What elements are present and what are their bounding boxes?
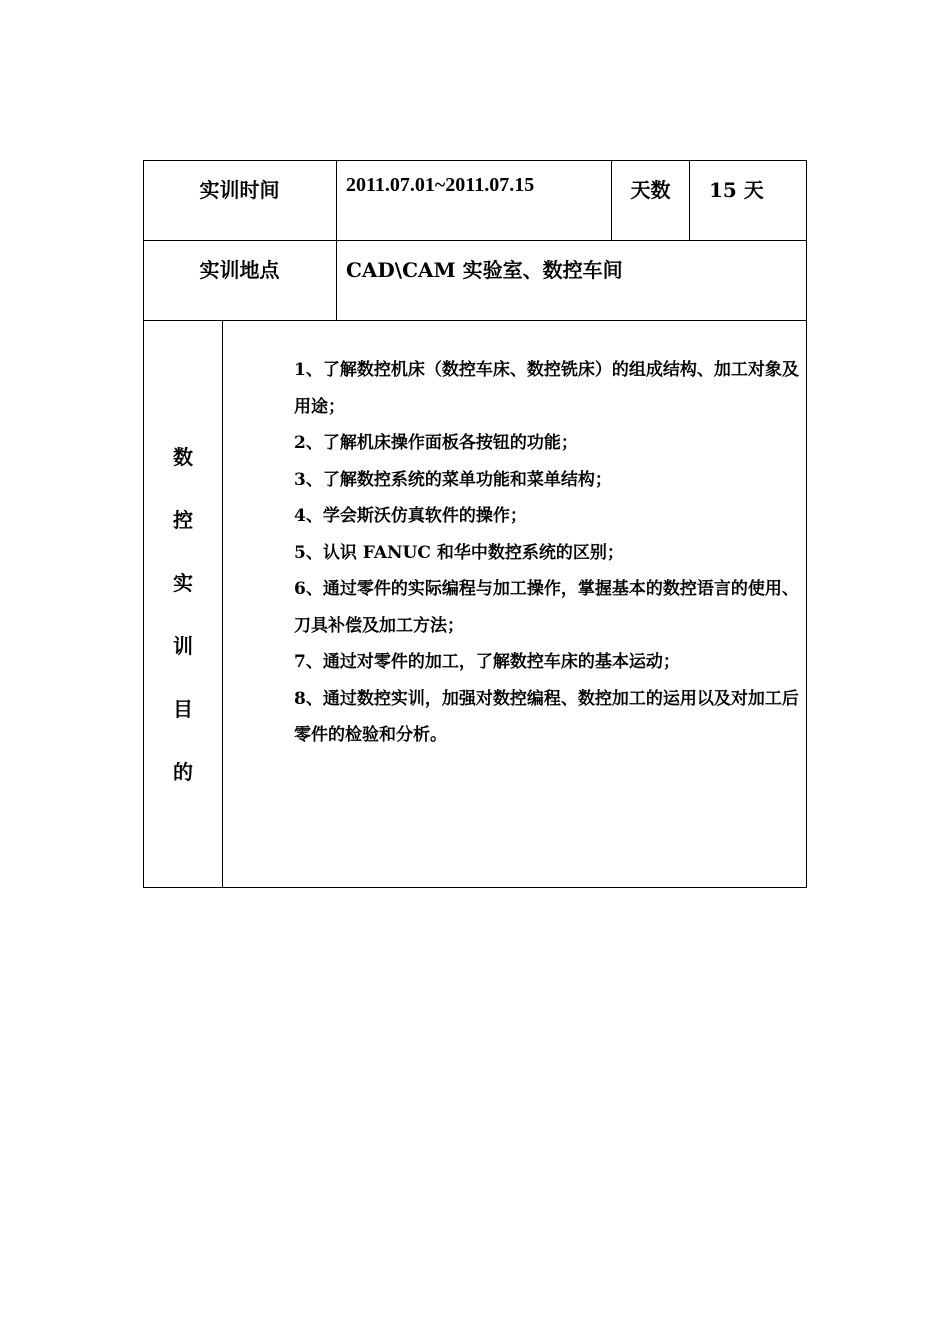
purpose-item: 8、通过数控实训，加强对数控编程、数控加工的运用以及对加工后零件的检验和分析。 [294, 688, 799, 745]
table-border-right [806, 160, 807, 888]
purpose-label [144, 321, 222, 887]
purpose-label-char: 目 [173, 697, 193, 721]
purpose-label-char: 实 [173, 571, 193, 595]
col-divider-days-value [689, 160, 690, 240]
location-value: CAD\CAM 实验室、数控车间 [346, 258, 623, 282]
purpose-item: 2、了解机床操作面板各按钮的功能； [294, 433, 578, 453]
time-value: 2011.07.01~2011.07.15 [346, 174, 535, 196]
col-divider-label [336, 160, 337, 320]
purpose-item: 4、学会斯沃仿真软件的操作； [294, 506, 527, 526]
purpose-item: 3、了解数控系统的菜单功能和菜单结构； [294, 469, 612, 490]
purpose-label-char: 的 [173, 760, 193, 784]
purpose-item: 1、了解数控机床（数控车床、数控铣床）的组成结构、加工对象及用途； [294, 360, 799, 417]
table-border-bottom [143, 887, 807, 888]
row-divider-2 [143, 320, 807, 321]
days-value: 15 天 [709, 178, 764, 202]
row-divider-1 [143, 240, 807, 241]
purpose-label-char: 训 [173, 634, 193, 658]
days-label: 天数 [630, 178, 671, 202]
table-border-top [143, 160, 807, 161]
purpose-item: 7、通过对零件的加工，了解数控车床的基本运动； [294, 652, 680, 672]
purpose-list [294, 352, 800, 754]
purpose-item: 6、通过零件的实际编程与加工操作，掌握基本的数控语言的使用、刀具补偿及加工方法； [294, 579, 799, 636]
location-label: 实训地点 [199, 258, 280, 282]
col-divider-purpose [222, 320, 223, 887]
purpose-label-char: 数 [173, 445, 193, 469]
purpose-item: 5、认识 FANUC 和华中数控系统的区别； [294, 542, 624, 563]
purpose-label-char: 控 [173, 508, 193, 532]
time-label: 实训时间 [199, 178, 280, 202]
